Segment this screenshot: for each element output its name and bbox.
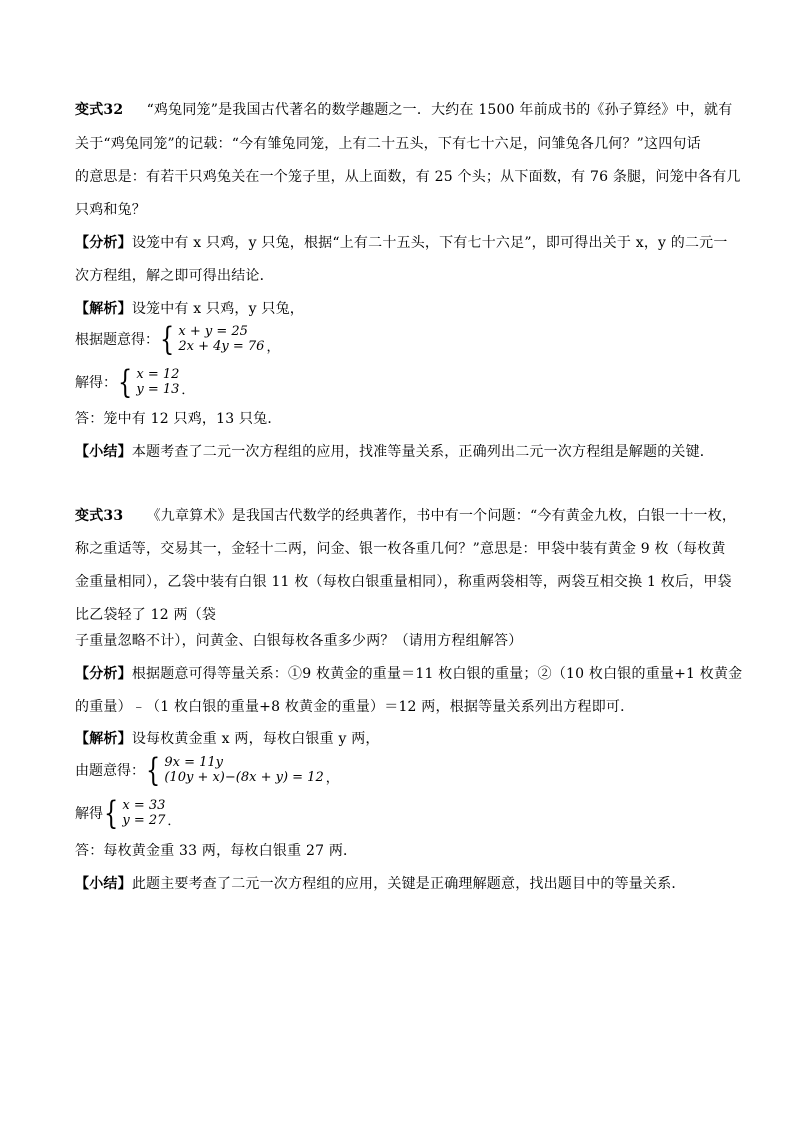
brace-icon: {	[118, 363, 133, 401]
problem-33-line-2: 称之重适等，交易其一，金轻十二两，问金、银一枚各重几何？”意思是：甲袋中装有黄金 9 枚（每枚黄	[75, 541, 726, 557]
equation-stack	[136, 367, 179, 397]
equation-2: (10y + x)−(8x + y) = 12	[164, 770, 324, 785]
problem-32-line-4: 只鸡和兔？	[75, 202, 146, 218]
equation-1: x + y = 25	[178, 324, 248, 339]
system-tail: ，	[266, 340, 280, 355]
problem-33-line-5: 子重量忽略不计），问黄金、白银每枚各重多少两？（请用方程组解答）	[75, 633, 523, 649]
analysis-label: 【分析】	[75, 235, 132, 251]
summary-text: 本题考查了二元一次方程组的应用，找准等量关系，正确列出二元一次方程组是解题的关键．	[131, 444, 715, 460]
system-prefix: 根据题意得：	[75, 332, 159, 348]
problem-32-line-3: 的意思是：有若干只鸡兔关在一个笼子里，从上面数，有 25 个头；从下面数，有 76 条腿，问笼中各有几	[75, 169, 741, 185]
system-prefix: 由题意得：	[75, 763, 145, 779]
analysis-text: 设笼中有 x 只鸡，y 只兔，根据“上有二十五头，下有七十六足”，即可得出关于 x，y 的二元一	[131, 235, 728, 251]
problem-32-analysis-2: 次方程组，解之即可得出结论．	[75, 268, 274, 284]
summary-text: 此题主要考查了二元一次方程组的应用，关键是正确理解题意，找出题目中的等量关系．	[131, 876, 686, 892]
summary-label: 【小结】	[75, 444, 132, 460]
problem-33-summary	[75, 874, 686, 894]
equation-1: 9x = 11y	[164, 755, 224, 770]
problem-32-system-2	[75, 363, 195, 401]
problem-33-solution-1	[75, 729, 380, 749]
solution-label: 【解析】	[75, 731, 132, 747]
problem-33-text-1: 《九章算术》是我国古代数学的经典著作，书中有一个问题：“今有黄金九枚，白银一十一枚，	[146, 508, 737, 524]
problem-33-system-1	[75, 751, 339, 789]
problem-33-analysis-2: 的重量）﹣（1 枚白银的重量+8 枚黄金的重量）＝12 两，根据等量关系列出方程即可．	[75, 699, 635, 715]
problem-33-line-3: 金重量相同），乙袋中装有白银 11 枚（每枚白银重量相同），称重两袋相等，两袋互相交换 1 枚后，甲袋	[75, 574, 732, 590]
equation-1: x = 12	[136, 367, 180, 382]
problem-32-line-1	[75, 100, 732, 120]
problem-32-line-2: 关于“鸡兔同笼”的记载：“今有雏兔同笼，上有二十五头，下有七十六足，问雏兔各几何？”这四句话	[75, 136, 701, 152]
problem-33-line-1	[75, 506, 736, 526]
problem-33-analysis-1	[75, 664, 742, 684]
equation-2: 2x + 4y = 76	[178, 339, 265, 354]
solution-text: 设笼中有 x 只鸡，y 只兔，	[131, 301, 304, 317]
problem-32-label: 变式32	[75, 102, 124, 118]
system-tail: ．	[181, 383, 195, 398]
equation-stack	[122, 798, 165, 828]
problem-33-line-4: 比乙袋轻了 12 两（袋	[75, 607, 217, 623]
problem-33-answer: 答：每枚黄金重 33 两，每枚白银重 27 两．	[75, 843, 358, 859]
system-tail: ，	[325, 771, 339, 786]
analysis-label: 【分析】	[75, 666, 132, 682]
problem-32-answer: 答：笼中有 12 只鸡，13 只兔．	[75, 411, 282, 427]
equation-2: y = 13	[136, 382, 180, 397]
brace-icon: {	[160, 320, 175, 358]
problem-32-solution-1	[75, 299, 304, 319]
solution-label: 【解析】	[75, 301, 132, 317]
equation-2: y = 27	[122, 813, 166, 828]
problem-33-label: 变式33	[75, 508, 124, 524]
brace-icon: {	[146, 751, 161, 789]
system-tail: ．	[167, 814, 181, 829]
brace-icon: {	[104, 794, 119, 832]
system-prefix: 解得	[75, 806, 103, 822]
problem-32-text-1: “鸡兔同笼”是我国古代著名的数学趣题之一．大约在 1500 年前成书的《孙子算经》中，就有	[146, 102, 733, 118]
equation-stack	[164, 755, 323, 785]
analysis-text: 根据题意可得等量关系：①9 枚黄金的重量＝11 枚白银的重量；②（10 枚白银的重量+1 枚黄金	[131, 666, 743, 682]
problem-32-system-1	[75, 320, 280, 358]
solution-text: 设每枚黄金重 x 两，每枚白银重 y 两，	[131, 731, 380, 747]
equation-1: x = 33	[122, 798, 166, 813]
problem-32-analysis-1	[75, 233, 728, 253]
system-prefix: 解得：	[75, 375, 117, 391]
summary-label: 【小结】	[75, 876, 132, 892]
equation-stack	[178, 324, 264, 354]
problem-32-summary	[75, 442, 714, 462]
problem-33-system-2	[75, 794, 181, 832]
